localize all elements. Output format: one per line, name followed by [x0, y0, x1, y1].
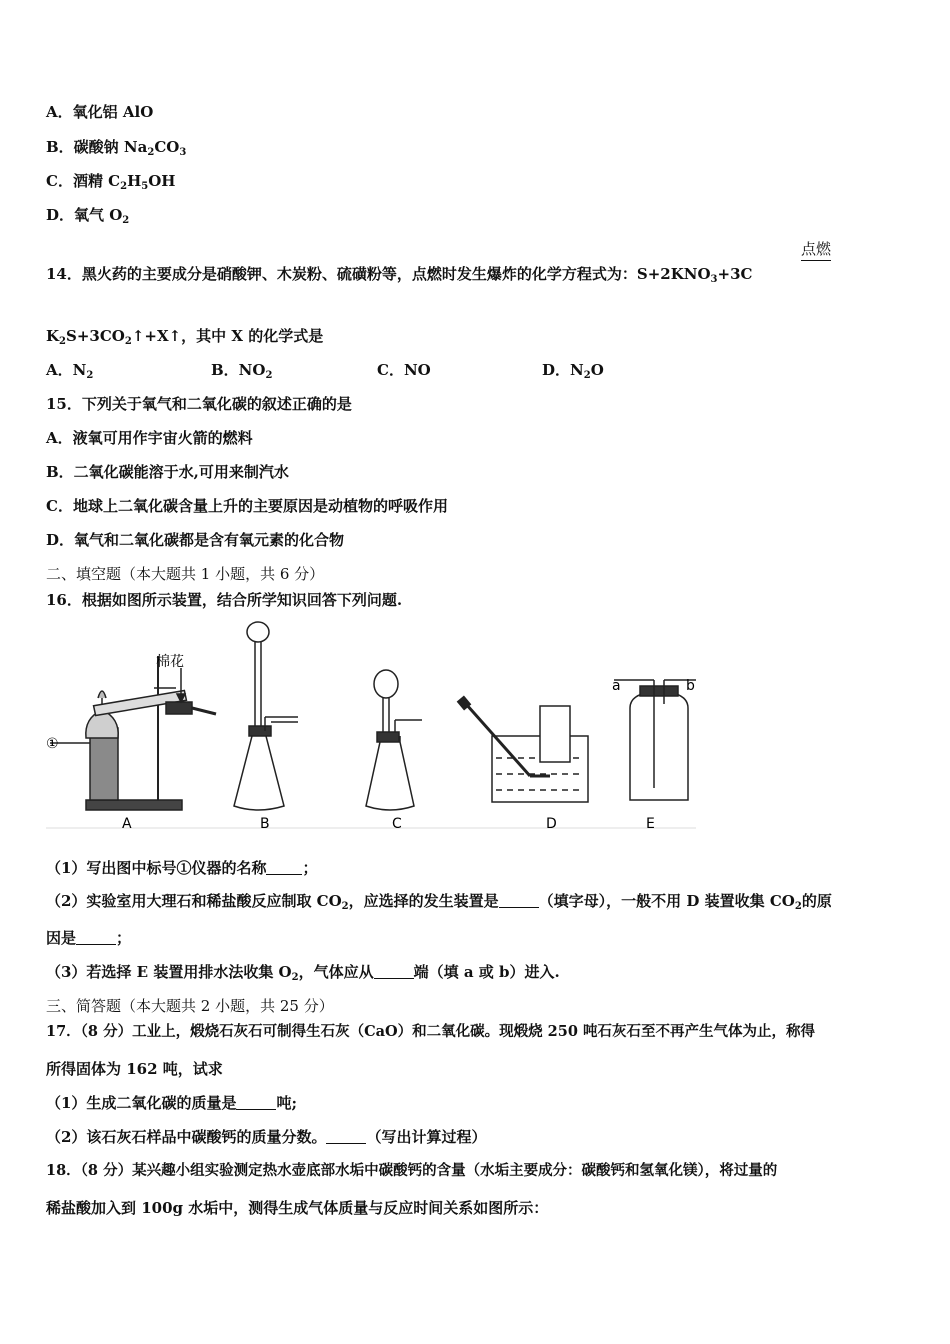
stopper-b	[249, 726, 271, 736]
q17-part-1: （1）生成二氧化碳的质量是 吨;	[46, 1094, 297, 1112]
label-a: A	[122, 816, 132, 832]
delivery-tube	[192, 708, 216, 714]
apparatus-figure	[46, 618, 696, 834]
q18-stem-line2: 稀盐酸加入到 100g 水垢中，测得生成气体质量与反应时间关系如图所示：	[46, 1199, 549, 1217]
stopper-c	[377, 732, 399, 742]
answer-blank[interactable]	[76, 930, 116, 945]
stand-base	[86, 800, 182, 810]
q17-part-2: （2）该石灰石样品中碳酸钙的质量分数。 （写出计算过程）	[46, 1128, 487, 1146]
q14-option-c: C．NO	[377, 361, 431, 379]
q15-option-b: B．二氧化碳能溶于水,可用来制汽水	[46, 463, 289, 481]
lamp-flame	[98, 691, 106, 698]
label-c: C	[392, 816, 402, 832]
answer-blank[interactable]	[326, 1129, 366, 1144]
q16-part-2: （2）实验室用大理石和稀盐酸反应制取 $CO_2$，应选择的发生装置是 （填字母），一般不用 D 装置收集 $CO_2$的原	[46, 892, 832, 912]
q14-option-d: D．N2O	[542, 361, 604, 381]
funnel-c-bulb	[374, 670, 398, 698]
q14-equation-line2: $K_2S+3CO_2↑+X↑$，其中 X 的化学式是	[46, 327, 324, 347]
q14-options	[46, 360, 604, 386]
answer-blank[interactable]	[499, 893, 539, 908]
q16-part-2-cont: 因是 ；	[46, 929, 132, 947]
rubber-stopper	[166, 702, 192, 714]
cotton-label: 棉花	[156, 654, 184, 670]
collecting-bottle	[540, 706, 570, 762]
section-3-title: 三、简答题（本大题共 2 小题，共 25 分）	[46, 997, 334, 1015]
q13-option-a: A．氧化铝 AlO	[46, 103, 154, 121]
q14-option-b: B．NO2	[211, 361, 273, 381]
q16-stem: 16．根据如图所示装置，结合所学知识回答下列问题.	[46, 591, 403, 609]
q13-option-b: B．碳酸钠 $Na_2CO_3$	[46, 138, 187, 158]
q15-stem: 15．下列关于氧气和二氧化碳的叙述正确的是	[46, 395, 352, 413]
label-e: E	[646, 816, 655, 832]
circle-label: ①	[46, 736, 59, 752]
reaction-condition: 点燃	[801, 238, 831, 261]
wooden-block	[90, 728, 118, 800]
q16-part-3: （3）若选择 E 装置用排水法收集 $O_2$，气体应从 端（填 a 或 b）进入.	[46, 963, 560, 983]
q16-part-1: （1）写出图中标号①仪器的名称 ；	[46, 859, 318, 877]
answer-blank[interactable]	[374, 964, 414, 979]
q14-option-a: A．N2	[46, 361, 94, 381]
q17-stem-line2: 所得固体为 162 吨，试求	[46, 1060, 223, 1078]
label-d: D	[546, 816, 557, 832]
q13-option-d: D．氧气 $O_2$	[46, 206, 130, 226]
label-b: B	[260, 816, 270, 832]
q15-option-d: D．氧气和二氧化碳都是含有氧元素的化合物	[46, 531, 345, 549]
funnel-b-bulb	[247, 622, 269, 642]
port-b-label: b	[686, 678, 695, 694]
q14-stem: 14．黑火药的主要成分是硝酸钾、木炭粉、硫磺粉等，点燃时发生爆炸的化学方程式为：$S+2KNO_3+3C$	[46, 265, 753, 285]
gas-bottle	[630, 694, 688, 800]
port-a-label: a	[612, 678, 621, 694]
q18-stem-line1: 18．（8 分）某兴趣小组实验测定热水壶底部水垢中碳酸钙的含量（水垢主要成分：碳酸钙和氢氧化镁），将过量的	[46, 1162, 778, 1179]
q15-option-a: A．液氧可用作宇宙火箭的燃料	[46, 429, 253, 447]
answer-blank[interactable]	[266, 860, 302, 875]
q15-option-c: C．地球上二氧化碳含量上升的主要原因是动植物的呼吸作用	[46, 497, 448, 515]
stopper-e	[640, 686, 678, 696]
section-2-title: 二、填空题（本大题共 1 小题，共 6 分）	[46, 565, 325, 583]
flask-c	[366, 736, 414, 810]
flask-b	[234, 728, 284, 810]
q13-option-c: C．酒精 $C_2H_5OH$	[46, 172, 176, 192]
q17-stem-line1: 17．（8 分）工业上，煅烧石灰石可制得生石灰（CaO）和二氧化碳。现煅烧 250 吨石灰石至不再产生气体为止，称得	[46, 1023, 815, 1040]
answer-blank[interactable]	[236, 1095, 276, 1110]
